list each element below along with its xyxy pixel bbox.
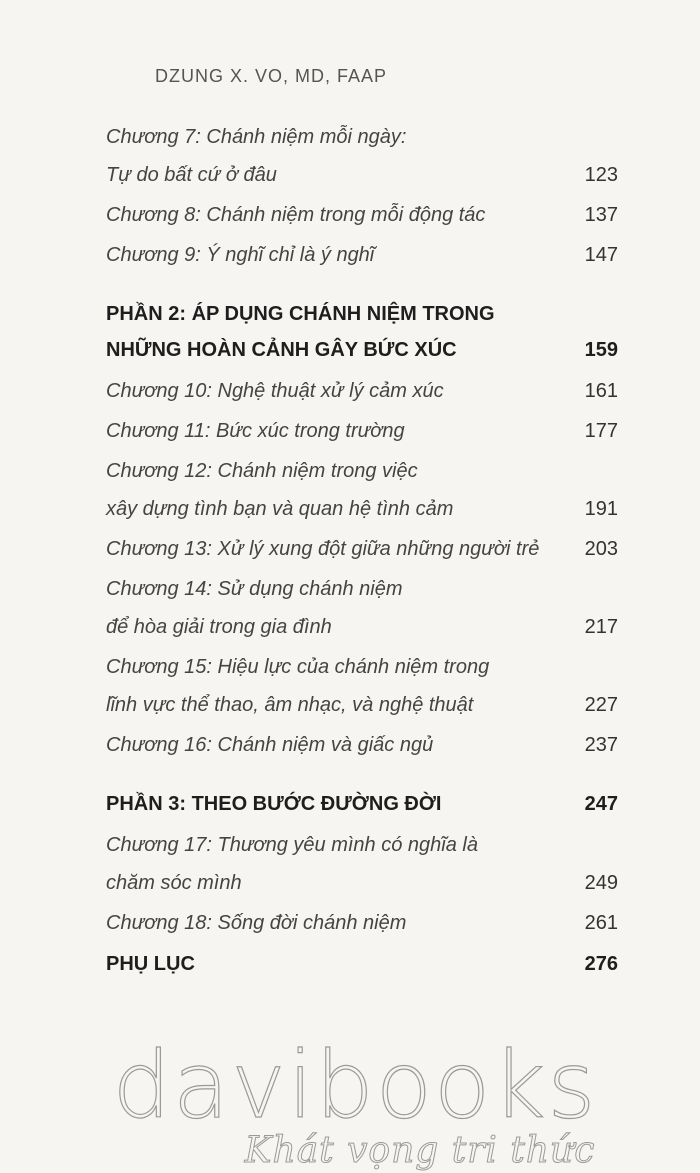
toc-page-number: 147 bbox=[584, 244, 618, 266]
toc-entry-chapter-17 bbox=[106, 826, 618, 902]
toc-entry-title-continued: lĩnh vực thể thao, âm nhạc, và nghệ thuật bbox=[106, 694, 474, 716]
toc-part-title-continued: NHỮNG HOÀN CẢNH GÂY BỨC XÚC bbox=[106, 339, 457, 361]
toc-page-number: 217 bbox=[584, 616, 618, 638]
toc-part-title: PHẦN 2: ÁP DỤNG CHÁNH NIỆM TRONG bbox=[106, 303, 495, 325]
toc-entry-chapter-16 bbox=[106, 726, 618, 764]
toc-page-number: 159 bbox=[584, 339, 618, 361]
toc-entry-chapter-7 bbox=[106, 118, 618, 194]
toc-entry-part-2 bbox=[106, 296, 618, 368]
toc-entry-chapter-13 bbox=[106, 530, 618, 568]
toc-entry-chapter-18 bbox=[106, 904, 618, 942]
toc-entry-title: Chương 10: Nghệ thuật xử lý cảm xúc bbox=[106, 380, 444, 402]
toc-entry-title-continued: để hòa giải trong gia đình bbox=[106, 616, 332, 638]
toc-entry-chapter-8 bbox=[106, 196, 618, 234]
toc-page-number: 191 bbox=[584, 498, 618, 520]
toc-page-number: 276 bbox=[584, 953, 618, 975]
toc-page-number: 203 bbox=[584, 538, 618, 560]
toc-page-number: 177 bbox=[584, 420, 618, 442]
watermark-brand: davibooks bbox=[112, 1032, 598, 1139]
toc-entry-title: Chương 9: Ý nghĩ chỉ là ý nghĩ bbox=[106, 244, 375, 266]
table-of-contents bbox=[106, 118, 618, 982]
toc-entry-part-3 bbox=[106, 786, 618, 822]
toc-entry-title: Chương 16: Chánh niệm và giấc ngủ bbox=[106, 734, 434, 756]
toc-page-number: 137 bbox=[584, 204, 618, 226]
toc-page-number: 237 bbox=[584, 734, 618, 756]
running-header: DZUNG X. VO, MD, FAAP bbox=[155, 66, 388, 86]
toc-page-number: 247 bbox=[584, 793, 618, 815]
toc-entry-title: Chương 8: Chánh niệm trong mỗi động tác bbox=[106, 204, 486, 226]
toc-entry-title: Chương 7: Chánh niệm mỗi ngày: bbox=[106, 126, 407, 148]
watermark-slogan: Khát vọng tri thức bbox=[244, 1130, 596, 1171]
toc-entry-title: Chương 14: Sử dụng chánh niệm bbox=[106, 578, 403, 600]
toc-entry-title: Chương 17: Thương yêu mình có nghĩa là bbox=[106, 834, 478, 856]
toc-part-title: PHẦN 3: THEO BƯỚC ĐƯỜNG ĐỜI bbox=[106, 793, 442, 815]
toc-entry-chapter-10 bbox=[106, 372, 618, 410]
toc-entry-title-continued: xây dựng tình bạn và quan hệ tình cảm bbox=[106, 498, 454, 520]
toc-entry-title: Chương 18: Sống đời chánh niệm bbox=[106, 912, 407, 934]
toc-entry-title: Chương 15: Hiệu lực của chánh niệm trong bbox=[106, 656, 490, 678]
toc-entry-title: Chương 12: Chánh niệm trong việc bbox=[106, 460, 418, 482]
toc-entry-appendix bbox=[106, 946, 618, 982]
toc-entry-title-continued: chăm sóc mình bbox=[106, 872, 242, 894]
toc-page-number: 123 bbox=[584, 164, 618, 186]
toc-page-number: 261 bbox=[584, 912, 618, 934]
toc-entry-chapter-14 bbox=[106, 570, 618, 646]
toc-page-number: 161 bbox=[584, 380, 618, 402]
toc-entry-title-continued: Tự do bất cứ ở đâu bbox=[106, 164, 277, 186]
toc-entry-chapter-9 bbox=[106, 236, 618, 274]
watermark bbox=[0, 1032, 700, 1171]
toc-part-title: PHỤ LỤC bbox=[106, 953, 195, 975]
toc-page-number: 249 bbox=[584, 872, 618, 894]
toc-entry-title: Chương 11: Bức xúc trong trường bbox=[106, 420, 405, 442]
toc-entry-chapter-12 bbox=[106, 452, 618, 528]
toc-entry-title: Chương 13: Xử lý xung đột giữa những người trẻ bbox=[106, 538, 540, 560]
toc-entry-chapter-11 bbox=[106, 412, 618, 450]
toc-page-number: 227 bbox=[584, 694, 618, 716]
toc-entry-chapter-15 bbox=[106, 648, 618, 724]
